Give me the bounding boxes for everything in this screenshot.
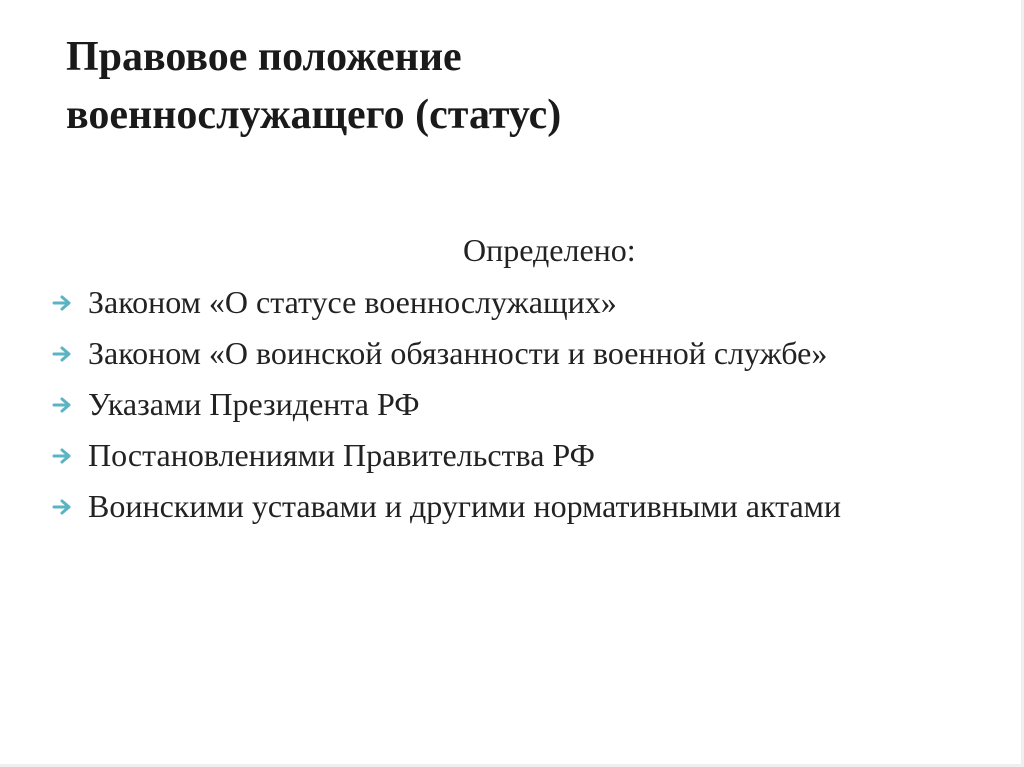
arrow-right-icon: [52, 497, 74, 517]
list-item: [50, 437, 950, 474]
title-line-1: Правовое положение: [66, 34, 462, 80]
title-line-2: военнослужащего (статус): [66, 92, 562, 138]
list-item: [50, 488, 950, 525]
bullet-text: Постановлениями Правительства РФ: [88, 437, 595, 473]
bullet-text: Указами Президента РФ: [88, 386, 420, 422]
bullet-text: Законом «О воинской обязанности и военной службе»: [88, 335, 828, 371]
slide-title: [66, 28, 966, 144]
subheading: Определено:: [463, 232, 636, 268]
list-item: [50, 284, 950, 321]
arrow-right-icon: [52, 446, 74, 466]
arrow-right-icon: [52, 395, 74, 415]
bullet-list: [50, 284, 950, 539]
list-item: [50, 335, 950, 372]
bullet-text: Законом «О статусе военнослужащих»: [88, 284, 617, 320]
arrow-right-icon: [52, 344, 74, 364]
bullet-text: Воинскими уставами и другими нормативными актами: [88, 488, 842, 524]
arrow-right-icon: [52, 293, 74, 313]
list-item: [50, 386, 950, 423]
